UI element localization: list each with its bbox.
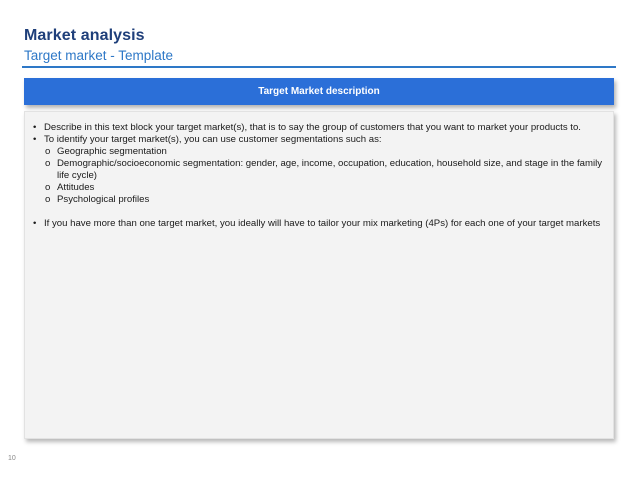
circle-bullet-icon: o [45, 146, 51, 157]
sub-item [33, 146, 605, 158]
bullet-icon: • [33, 134, 37, 145]
page-title: Market analysis [24, 27, 145, 44]
circle-bullet-icon: o [45, 194, 51, 205]
banner-label: Target Market description [258, 86, 380, 97]
bullet-item [33, 122, 605, 134]
text-block [24, 111, 614, 439]
sub-item-text: Psychological profiles [57, 194, 150, 205]
bullet-item [33, 218, 605, 230]
page-subtitle: Target market - Template [24, 48, 174, 63]
sub-item [33, 182, 605, 194]
sub-item [33, 194, 605, 206]
spacer [33, 206, 605, 218]
bullet-item [33, 134, 605, 146]
page-number: 10 [8, 455, 16, 462]
sub-item-text: Geographic segmentation [57, 146, 167, 157]
sub-item-text: Attitudes [57, 182, 95, 193]
circle-bullet-icon: o [45, 158, 51, 169]
bullet-text: Describe in this text block your target market(s), that is to say the group of customers that you want to market your products to. [44, 122, 581, 133]
bullet-text: To identify your target market(s), you can use customer segmentations such as: [44, 134, 382, 145]
bullet-icon: • [33, 122, 37, 133]
circle-bullet-icon: o [45, 182, 51, 193]
bullet-icon: • [33, 218, 37, 229]
sub-item [33, 158, 605, 182]
sub-item-text: Demographic/socioeconomic segmentation: gender, age, income, occupation, education, household size, and stage in the family life cycle) [57, 158, 603, 181]
title-divider [22, 66, 616, 68]
section-banner [24, 78, 614, 105]
bullet-text: If you have more than one target market, you ideally will have to tailor your mix marketing (4Ps) for each one of your target markets [44, 218, 601, 229]
